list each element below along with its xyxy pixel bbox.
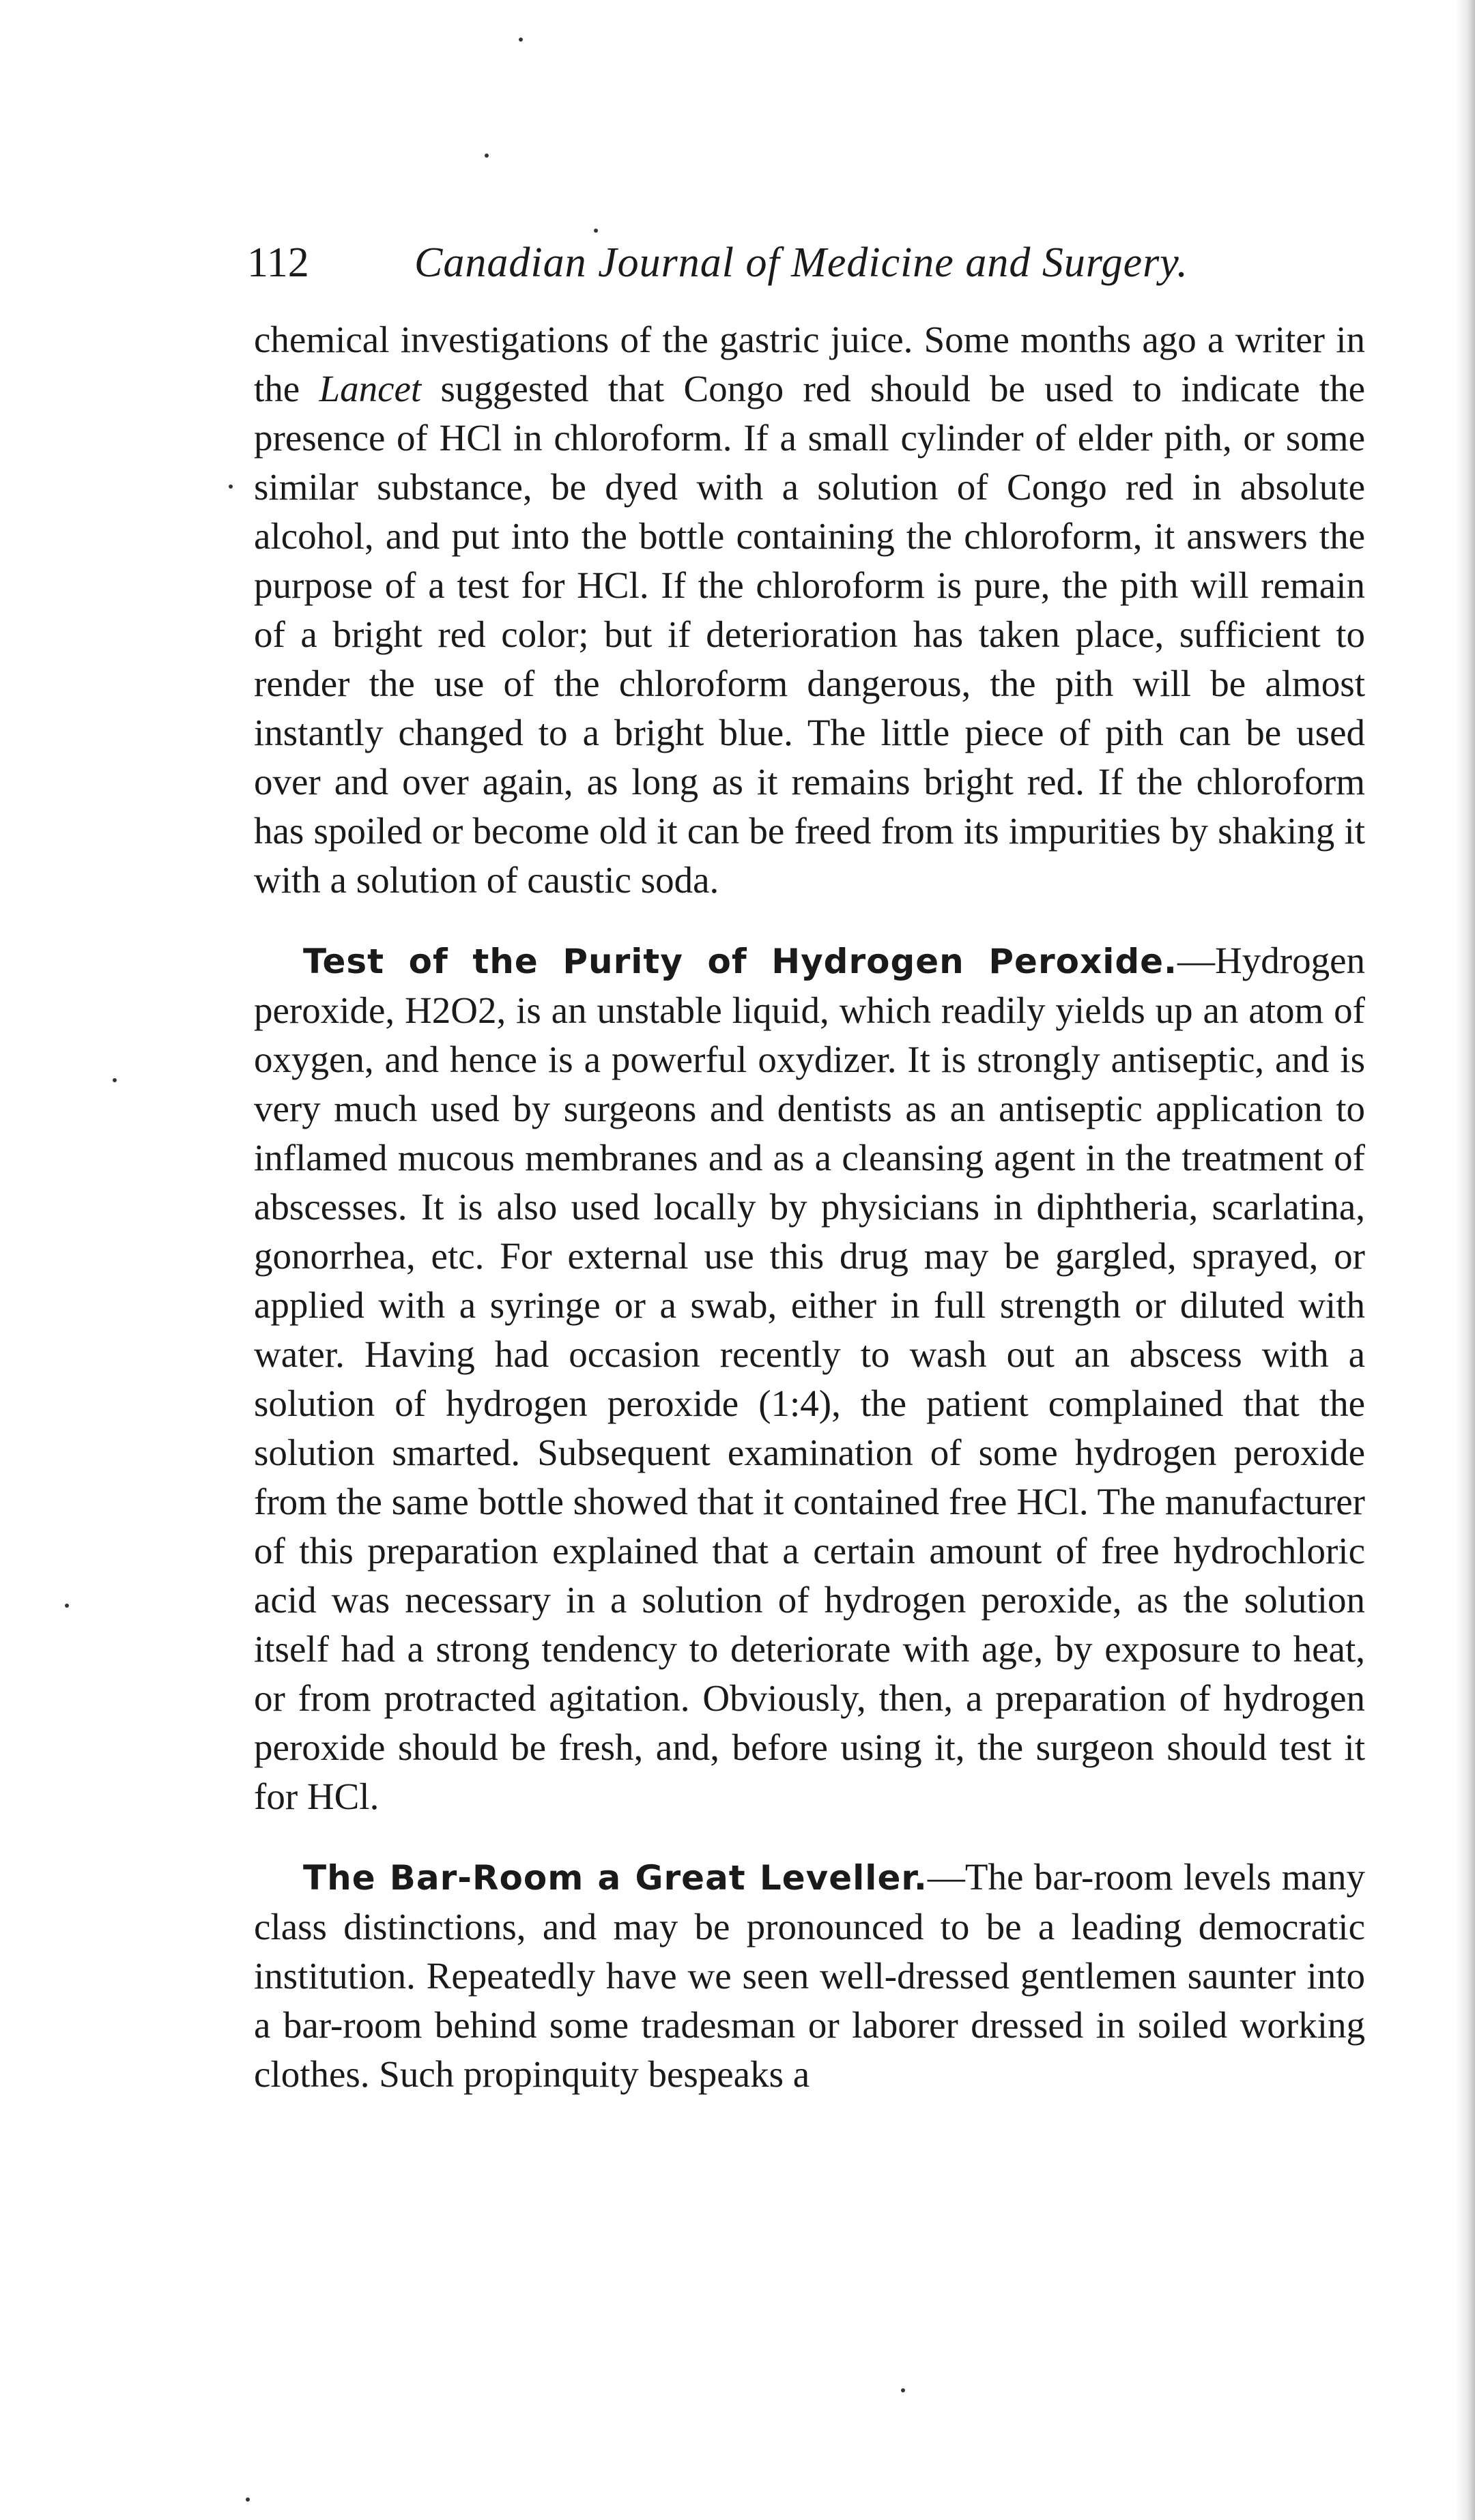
paragraph-text: —The bar-room levels many class distinctions, and may be pronounced to be a leading democratic institution. Repeatedly have we seen well-dressed gentlemen saunter into a bar-room behind some tradesman or laborer dressed in soiled working clothes. Such propinquity bespeaks a — [254, 1856, 1365, 2095]
ink-speck — [246, 2497, 250, 2502]
article-body — [254, 315, 1365, 2099]
section-heading-hydrogen-peroxide: Test of the Purity of Hydrogen Peroxide. — [303, 942, 1178, 981]
ink-speck — [594, 229, 598, 233]
paragraph-text: —Hydrogen peroxide, H2O2, is an unstable liquid, which readily yields up an atom of oxygen, and hence is a powerful oxydizer. It is strongly antiseptic, and is very much used by surgeons and dentists as an antiseptic application to inflamed mucous membranes and as a cleansing agent in the treatment of abscesses. It is also used locally by physicians in diphtheria, scarlatina, gonorrhea, etc. For external use this drug may be gargled, sprayed, or applied with a syringe or a swab, either in full strength or diluted with water. Having had occasion recently to wash out an abscess with a solution of hydrogen peroxide (1:4), the patient complained that the solution smarted. Subsequent examination of some hydrogen peroxide from the same bottle showed that it contained free HCl. The manufacturer of this preparation explained that a certain amount of free hydrochloric acid was necessary in a solution of hydrogen peroxide, as the solution itself had a strong tendency to deteriorate with age, by exposure to heat, or from protracted agitation. Obviously, then, a preparation of hydrogen peroxide should be fresh, and, before using it, the surgeon should test it for HCl. — [254, 940, 1365, 1817]
paragraph-text: suggested that Congo red should be used to indicate the presence of HCl in chloroform. If a small cylinder of elder pith, or some similar substance, be dyed with a solution of Congo red in absolute alcohol, and put into the bottle containing the chloroform, it answers the purpose of a test for HCl. If the chloroform is pure, the pith will remain of a bright red color; but if deterioration has taken place, sufficient to render the use of the chloroform dangerous, the pith will be almost instantly changed to a bright blue. The little piece of pith can be used over and over again, as long as it remains bright red. If the chloroform has spoiled or become old it can be freed from its impurities by shaking it with a solution of caustic soda. — [254, 368, 1365, 901]
paragraph-bar-room — [254, 1853, 1365, 2099]
journal-citation-lancet: Lancet — [319, 368, 422, 409]
paragraph-congo-red — [254, 315, 1365, 905]
ink-speck — [901, 2388, 905, 2392]
running-head: Canadian Journal of Medicine and Surgery. — [414, 240, 1188, 286]
page-edge-shadow — [1455, 0, 1475, 2520]
paragraph-hydrogen-peroxide — [254, 936, 1365, 1821]
section-heading-bar-room: The Bar-Room a Great Leveller. — [303, 1858, 928, 1898]
ink-speck — [113, 1078, 117, 1082]
paragraph-text: chemical investigations of the gastric juice. Some months ago a writer in the — [254, 319, 1365, 409]
ink-speck — [485, 154, 489, 158]
ink-speck — [519, 38, 523, 42]
page-number: 112 — [247, 240, 309, 286]
page-header — [247, 232, 1230, 293]
ink-speck — [229, 484, 233, 489]
ink-speck — [65, 1604, 69, 1608]
